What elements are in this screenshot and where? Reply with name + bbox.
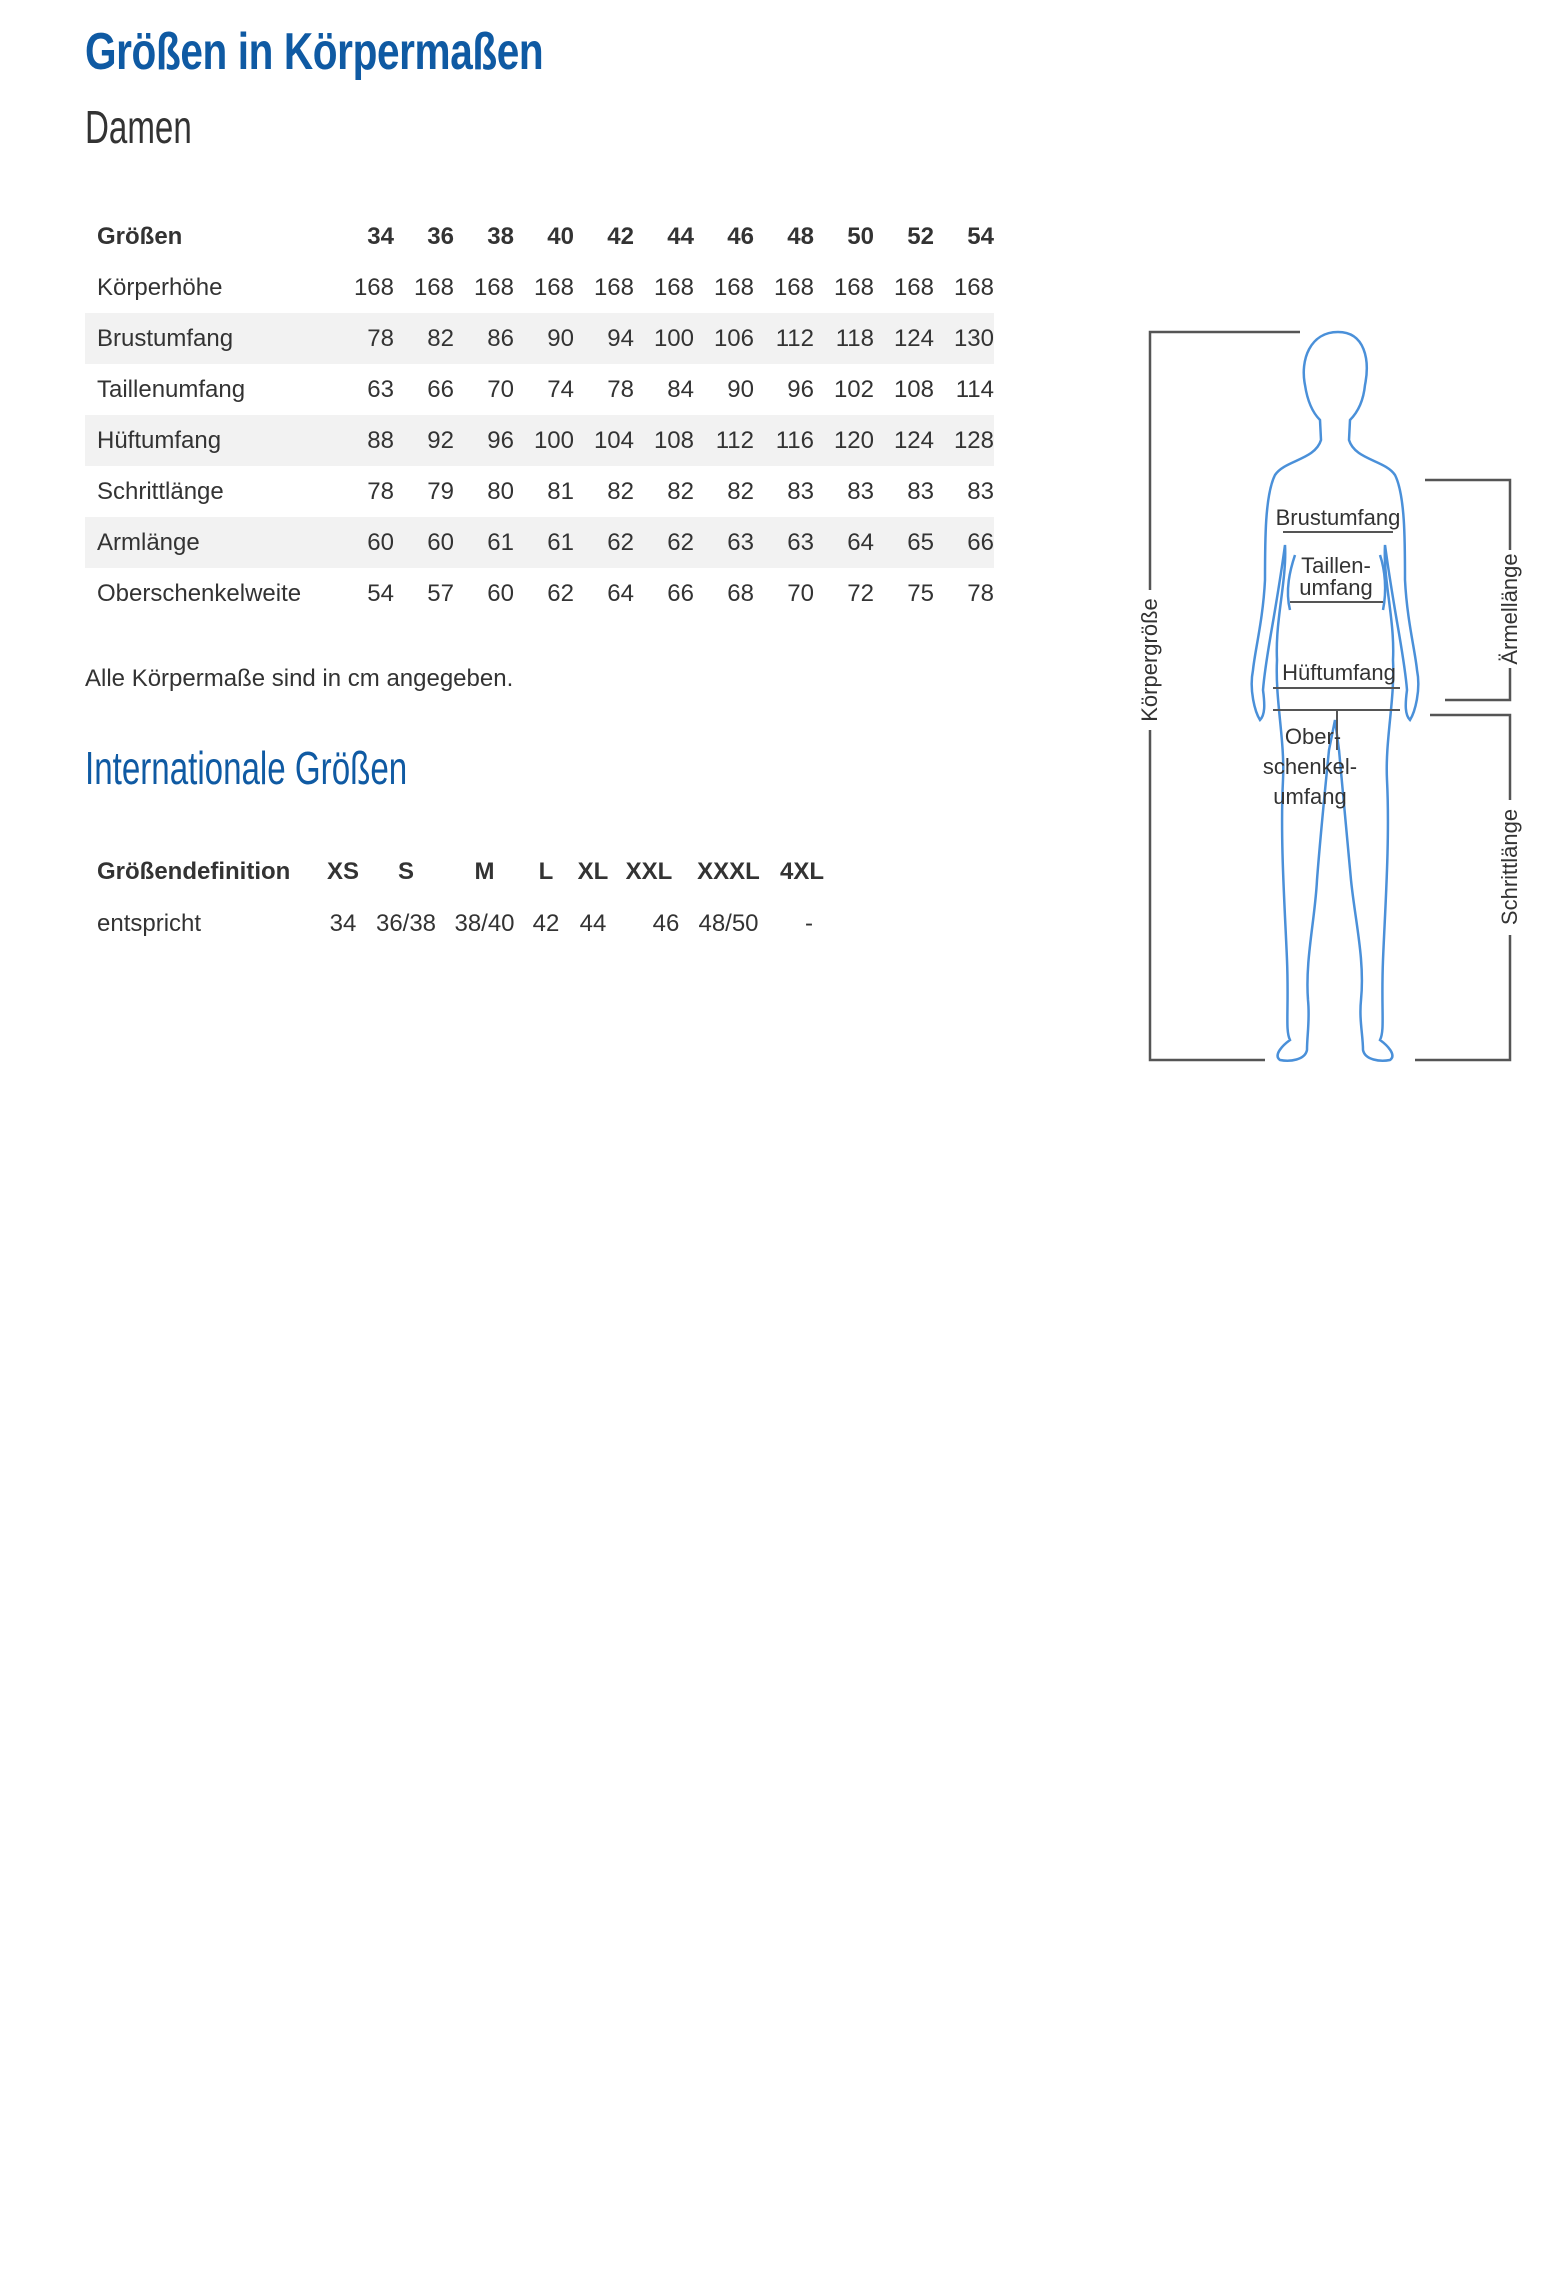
row-label: Hüftumfang (97, 427, 222, 454)
intl-size-header: XXL (625, 858, 673, 885)
body-outline (1252, 332, 1419, 1061)
intl-value-cell: 46 (652, 910, 680, 937)
value-cell: 62 (607, 529, 634, 556)
value-cell: 62 (547, 580, 574, 607)
value-cell: 61 (547, 529, 574, 556)
value-cell: 78 (367, 478, 394, 505)
value-cell: 82 (727, 478, 754, 505)
value-cell: 86 (487, 325, 514, 352)
value-cell: 118 (835, 325, 874, 352)
intl-row-label: entspricht (97, 910, 202, 937)
value-cell: 100 (533, 427, 574, 454)
value-cell: 63 (367, 376, 394, 403)
table-row (85, 262, 994, 313)
intl-value-cell: 36/38 (375, 910, 437, 937)
value-cell: 130 (953, 325, 994, 352)
value-cell: 128 (953, 427, 994, 454)
value-cell: 90 (727, 376, 754, 403)
value-cell: 60 (427, 529, 454, 556)
value-cell: 66 (667, 580, 694, 607)
value-cell: 116 (775, 427, 814, 454)
international-title: Internationale Größen (85, 742, 408, 794)
value-cell: 79 (427, 478, 454, 505)
value-cell: 70 (487, 376, 514, 403)
value-cell: 75 (907, 580, 934, 607)
label-ober-3: umfang (1273, 784, 1347, 809)
value-cell: 124 (893, 325, 934, 352)
value-cell: 83 (907, 478, 934, 505)
size-header-cell: 36 (427, 223, 454, 250)
value-cell: 168 (953, 274, 994, 301)
intl-value-cell: - (805, 910, 813, 937)
size-header-cell: 46 (727, 223, 754, 250)
label-koerpergroesse: Körpergröße (1137, 598, 1162, 722)
value-cell: 54 (367, 580, 394, 607)
value-cell: 80 (487, 478, 514, 505)
value-cell: 168 (833, 274, 874, 301)
value-cell: 74 (547, 376, 574, 403)
table-row (85, 364, 994, 415)
value-cell: 106 (713, 325, 754, 352)
value-cell: 84 (667, 376, 694, 403)
value-cell: 120 (833, 427, 874, 454)
body-silhouette (1252, 332, 1419, 1061)
value-cell: 63 (787, 529, 814, 556)
intl-size-header: 4XL (779, 858, 824, 885)
value-cell: 81 (547, 478, 574, 505)
intl-value-cell: 42 (532, 910, 560, 937)
value-cell: 168 (353, 274, 394, 301)
value-cell: 82 (607, 478, 634, 505)
size-table (85, 211, 994, 619)
value-cell: 83 (787, 478, 814, 505)
value-cell: 88 (367, 427, 394, 454)
intl-size-header: XL (577, 858, 609, 885)
value-cell: 168 (713, 274, 754, 301)
value-cell: 83 (847, 478, 874, 505)
row-label: Brustumfang (97, 325, 234, 352)
value-cell: 168 (413, 274, 454, 301)
size-header-cell: 44 (667, 223, 694, 250)
value-cell: 114 (955, 376, 994, 403)
size-header-cell: 54 (967, 223, 994, 250)
value-cell: 168 (473, 274, 514, 301)
value-cell: 124 (893, 427, 934, 454)
table-row (85, 415, 994, 466)
intl-value-row (85, 898, 827, 950)
value-cell: 57 (427, 580, 454, 607)
measurement-lines (1150, 332, 1510, 1060)
body-measurement-diagram (1125, 320, 1545, 1080)
intl-header-row (85, 846, 827, 898)
intl-size-header: XS (326, 858, 359, 885)
page-title: Größen in Körpermaßen (85, 23, 544, 81)
intl-value-cell: 48/50 (698, 910, 759, 937)
value-cell: 66 (427, 376, 454, 403)
value-cell: 61 (487, 529, 514, 556)
table-row (85, 466, 994, 517)
value-cell: 168 (533, 274, 574, 301)
row-label: Oberschenkelweite (97, 580, 302, 607)
size-header-cell: 50 (847, 223, 874, 250)
value-cell: 82 (427, 325, 454, 352)
value-cell: 104 (593, 427, 634, 454)
row-label: Taillenumfang (97, 376, 246, 403)
value-cell: 96 (787, 376, 814, 403)
size-table-header-row (85, 211, 994, 262)
value-cell: 63 (727, 529, 754, 556)
table-row (85, 568, 994, 619)
value-cell: 92 (427, 427, 454, 454)
value-cell: 94 (607, 325, 634, 352)
intl-size-header: L (538, 858, 554, 885)
value-cell: 70 (787, 580, 814, 607)
value-cell: 108 (893, 376, 934, 403)
table-row (85, 313, 994, 364)
value-cell: 64 (847, 529, 874, 556)
intl-size-header: XXXL (697, 858, 760, 885)
label-aermellaenge: Ärmellänge (1497, 553, 1522, 665)
row-label: Armlänge (97, 529, 200, 556)
value-cell: 83 (967, 478, 994, 505)
value-cell: 60 (367, 529, 394, 556)
value-cell: 112 (715, 427, 754, 454)
value-cell: 64 (607, 580, 634, 607)
value-cell: 102 (833, 376, 874, 403)
value-cell: 112 (775, 325, 814, 352)
label-taillen-2: umfang (1299, 575, 1373, 600)
value-cell: 78 (607, 376, 634, 403)
value-cell: 66 (967, 529, 994, 556)
table-row (85, 517, 994, 568)
value-cell: 62 (667, 529, 694, 556)
size-header-cell: 40 (547, 223, 574, 250)
label-taillen-1: Taillen- (1301, 553, 1371, 578)
intl-value-cell: 44 (579, 910, 607, 937)
label-hueftumfang: Hüftumfang (1282, 660, 1396, 685)
value-cell: 168 (653, 274, 694, 301)
value-cell: 78 (367, 325, 394, 352)
size-header-cell: 48 (787, 223, 814, 250)
label-brustumfang: Brustumfang (1275, 505, 1401, 530)
label-ober-1: Ober- (1284, 724, 1342, 749)
value-cell: 60 (487, 580, 514, 607)
intl-value-cell: 38/40 (454, 910, 515, 937)
value-cell: 96 (487, 427, 514, 454)
label-ober-2: schenkel- (1262, 754, 1358, 779)
intl-value-cell: 34 (329, 910, 357, 937)
value-cell: 108 (653, 427, 694, 454)
value-cell: 72 (847, 580, 874, 607)
value-cell: 68 (727, 580, 754, 607)
value-cell: 168 (893, 274, 934, 301)
value-cell: 100 (653, 325, 694, 352)
intl-size-header: S (397, 858, 414, 885)
value-cell: 168 (593, 274, 634, 301)
value-cell: 168 (773, 274, 814, 301)
size-header-cell: 52 (907, 223, 934, 250)
row-label: Körperhöhe (97, 274, 223, 301)
row-label: Schrittlänge (97, 478, 224, 505)
page-subtitle: Damen (85, 101, 192, 153)
size-header-cell: 38 (487, 223, 514, 250)
size-header-cell: 34 (367, 223, 394, 250)
intl-size-header: M (474, 858, 495, 885)
international-table (85, 846, 827, 950)
units-note: Alle Körpermaße sind in cm angegeben. (85, 665, 514, 692)
size-header-cell: 42 (607, 223, 634, 250)
size-header-label: Größen (97, 223, 183, 250)
intl-header-label: Größendefinition (97, 858, 291, 885)
value-cell: 82 (667, 478, 694, 505)
value-cell: 90 (547, 325, 574, 352)
label-schrittlaenge: Schrittlänge (1497, 808, 1522, 926)
value-cell: 78 (967, 580, 994, 607)
value-cell: 65 (907, 529, 934, 556)
